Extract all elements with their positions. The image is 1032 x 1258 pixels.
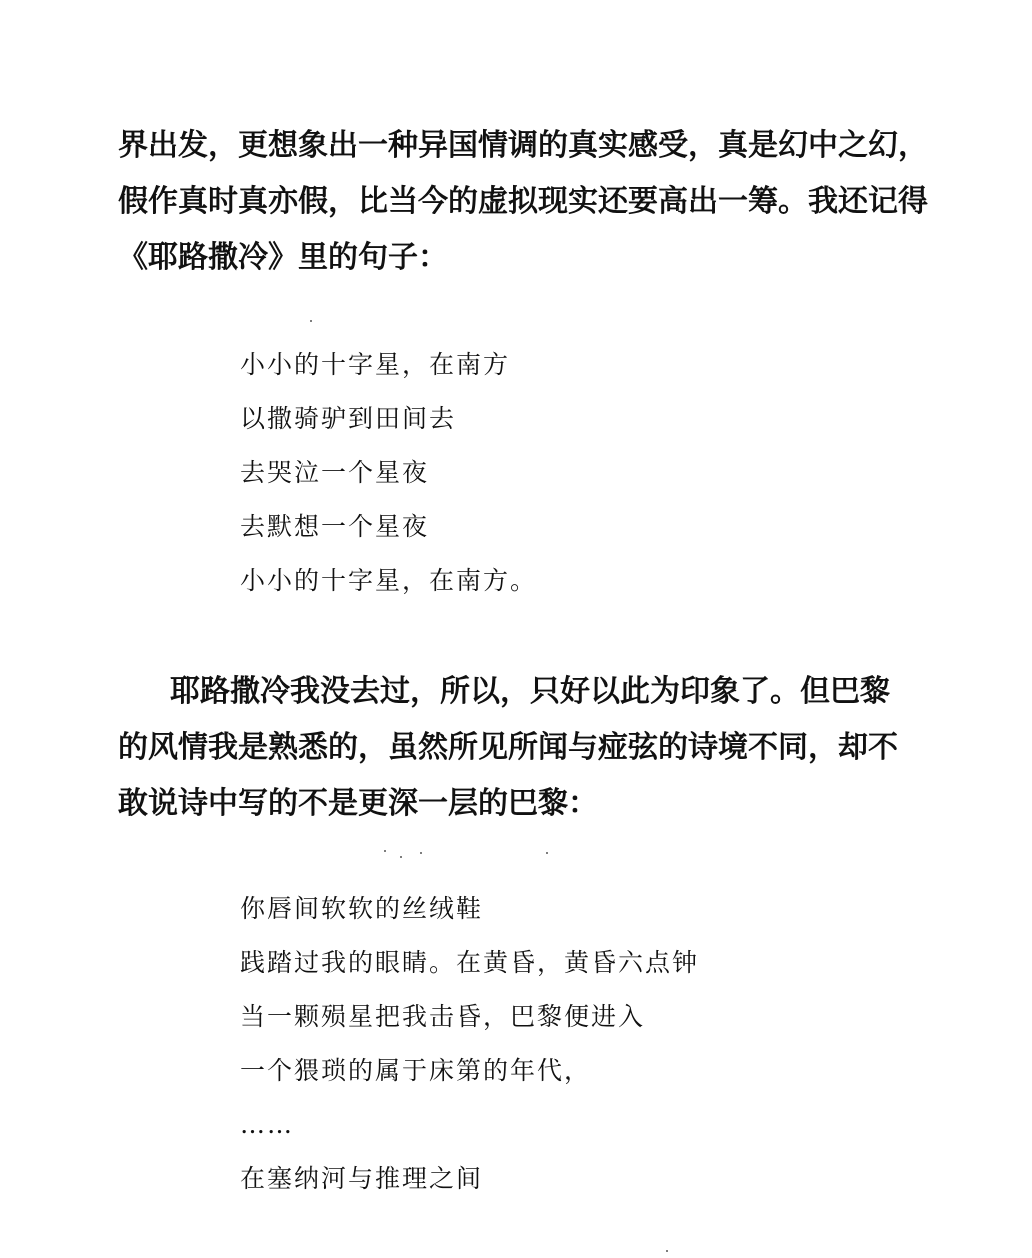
paragraph-line: 耶路撒冷我没去过，所以，只好以此为印象了。但巴黎 [170,674,890,709]
scan-speck [384,850,386,852]
poem-line: 去默想一个星夜 [240,512,430,541]
paragraph-2 [118,664,898,832]
poem-line: 去哭泣一个星夜 [240,458,430,487]
paragraph-line: 界出发，更想象出一种异国情调的真实感受，真是幻中之幻， [118,128,928,163]
poem-1 [240,338,537,608]
poem-line: 践踏过我的眼睛。在黄昏，黄昏六点钟 [240,948,700,977]
paragraph-line: 《耶路撒冷》里的句子： [118,240,448,275]
scan-speck [666,1250,668,1252]
poem-2 [240,882,699,1206]
paragraph-line: 假作真时真亦假，比当今的虚拟现实还要高出一筹。我还记得 [118,184,928,219]
poem-line: …… [240,1110,294,1139]
poem-line: 当一颗殒星把我击昏，巴黎便进入 [240,1002,646,1031]
poem-line: 小小的十字星，在南方。 [240,566,538,595]
scan-speck [546,852,548,854]
scan-speck [310,320,312,322]
poem-line: 小小的十字星，在南方 [240,350,511,379]
poem-line: 在塞纳河与推理之间 [240,1164,484,1193]
paragraph-line: 的风情我是熟悉的，虽然所见所闻与痖弦的诗境不同，却不 [118,730,898,765]
scan-speck [400,856,402,858]
poem-line: 一个猥琐的属于床第的年代， [240,1056,592,1085]
poem-line: 以撒骑驴到田间去 [240,404,457,433]
scan-speck [420,852,422,854]
paragraph-1 [118,118,928,286]
paragraph-line: 敢说诗中写的不是更深一层的巴黎： [118,786,598,821]
poem-line: 你唇间软软的丝绒鞋 [240,894,484,923]
